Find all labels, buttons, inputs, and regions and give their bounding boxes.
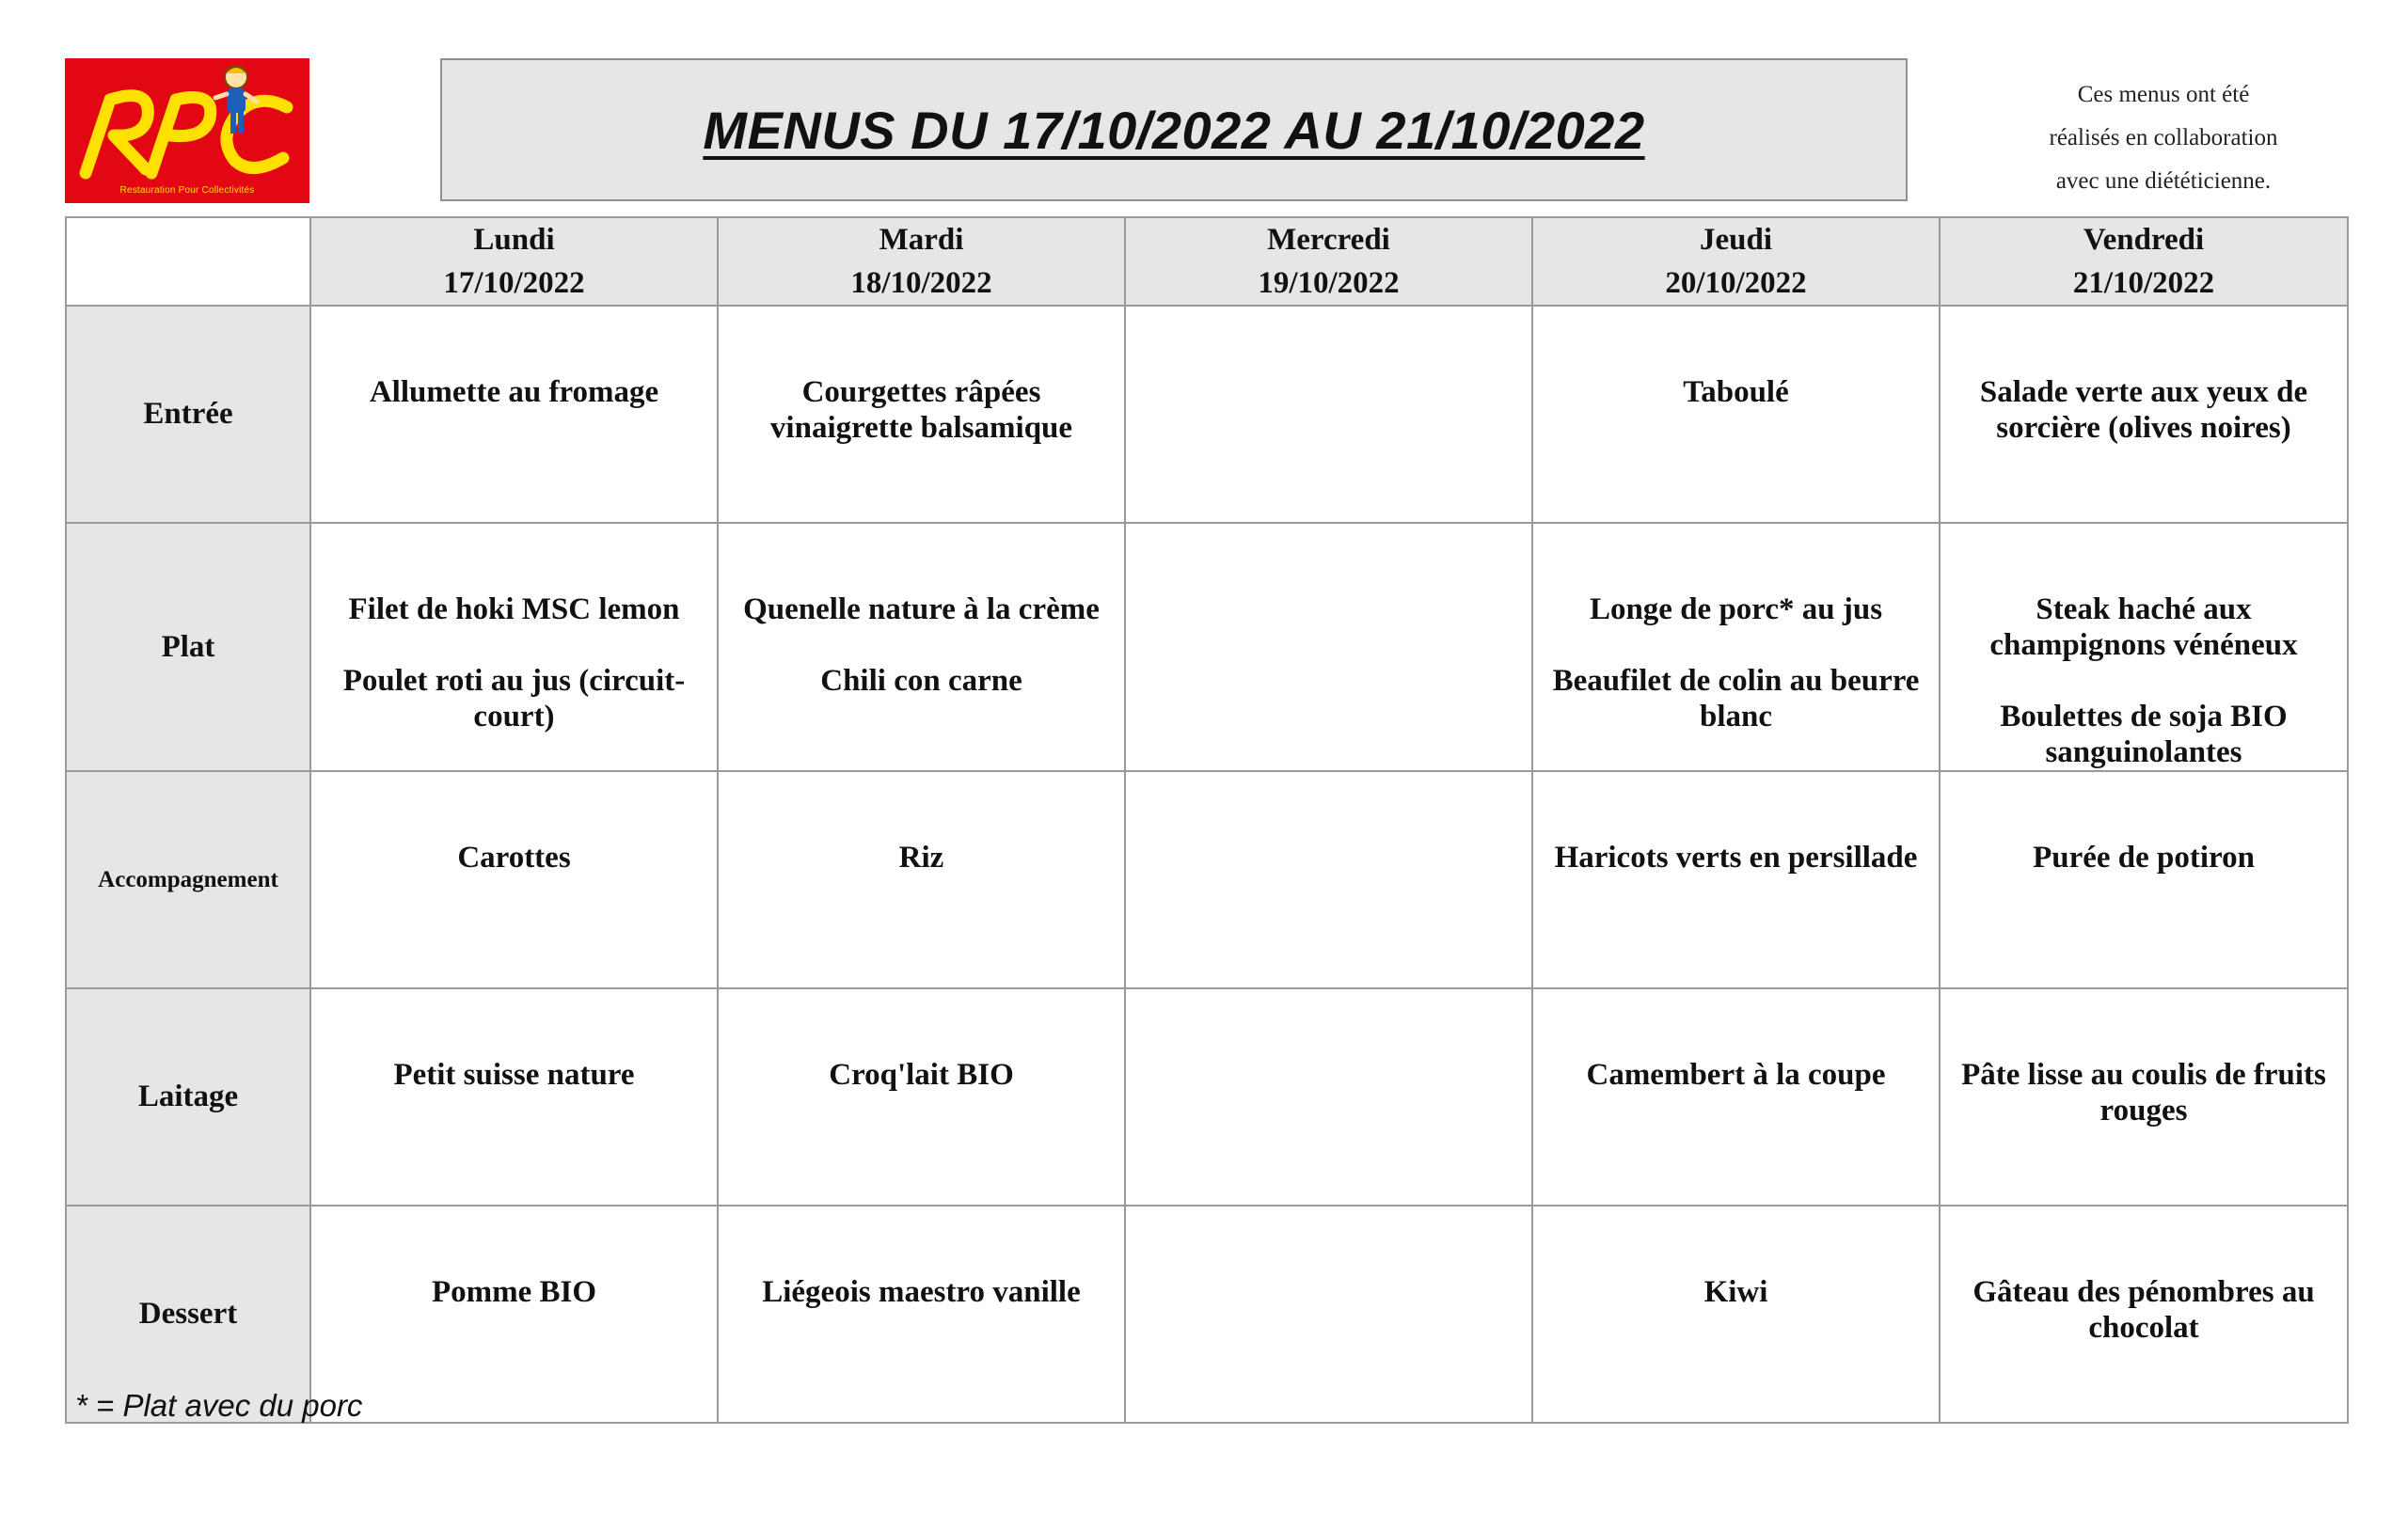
- dish: Courgettes râpées vinaigrette balsamique: [769, 375, 1073, 445]
- dish-alternative: Beaufilet de colin au beurre blanc: [1552, 664, 1920, 733]
- dish: Kiwi: [1703, 1275, 1768, 1309]
- dish: Camembert à la coupe: [1586, 1058, 1886, 1092]
- dish: Salade verte aux yeux de sorcière (olives noires): [1979, 375, 2308, 445]
- dish: Haricots verts en persillade: [1554, 841, 1918, 875]
- menu-table: [65, 216, 2349, 1424]
- dish: Allumette au fromage: [369, 375, 659, 409]
- dish-spacer: [1543, 627, 1929, 663]
- menu-row-accompagnement: [66, 771, 2348, 988]
- menu-cell: [1125, 306, 1532, 523]
- menu-cell: [1532, 988, 1940, 1206]
- dish: Longe de porc* au jus: [1589, 592, 1883, 626]
- day-date: 21/10/2022: [2072, 266, 2215, 300]
- menu-cell: [1940, 306, 2348, 523]
- day-header-tuesday: [718, 217, 1125, 306]
- row-label-entree: Entrée: [66, 306, 310, 523]
- dish: Pomme BIO: [431, 1275, 597, 1309]
- day-date: 17/10/2022: [443, 266, 585, 300]
- menu-cell: [718, 988, 1125, 1206]
- menu-cell: [1532, 1206, 1940, 1423]
- dish: Carottes: [457, 841, 571, 875]
- row-label-laitage: Laitage: [66, 988, 310, 1206]
- menu-cell: [310, 1206, 718, 1423]
- menu-cell: [1125, 1206, 1532, 1423]
- menu-row-plat: [66, 523, 2348, 771]
- menu-row-dessert: [66, 1206, 2348, 1423]
- day-header-thursday: [1532, 217, 1940, 306]
- dish-alternative: Boulettes de soja BIO sanguinolantes: [2000, 700, 2288, 769]
- cook-figure: [215, 66, 257, 134]
- menu-cell: [1125, 988, 1532, 1206]
- dish: Taboulé: [1683, 375, 1789, 409]
- dish-alternative: Chili con carne: [820, 664, 1022, 698]
- day-date: 18/10/2022: [850, 266, 992, 300]
- menu-cell: [1125, 523, 1532, 771]
- dish-alternative: Poulet roti au jus (circuit-court): [342, 664, 686, 733]
- page-title: MENUS DU 17/10/2022 AU 21/10/2022: [703, 100, 1645, 160]
- menu-cell: [1940, 771, 2348, 988]
- row-label-accompagnement: Accompagnement: [66, 771, 310, 988]
- menu-cell: [1940, 988, 2348, 1206]
- day-header-monday: [310, 217, 718, 306]
- rpc-logo: [65, 58, 309, 203]
- menu-cell: [1940, 1206, 2348, 1423]
- dish: Pâte lisse au coulis de fruits rouges: [1961, 1058, 2326, 1128]
- corner-cell: [66, 217, 310, 306]
- menu-cell: [718, 771, 1125, 988]
- day-name: Lundi: [473, 223, 555, 257]
- menu-cell: [1125, 771, 1532, 988]
- logo-caption: Restauration Pour Collectivités: [119, 185, 255, 196]
- menu-cell: [310, 988, 718, 1206]
- menu-cell: [718, 523, 1125, 771]
- dish-spacer: [1950, 663, 2337, 699]
- menu-cell: [718, 1206, 1125, 1423]
- dish-spacer: [321, 627, 707, 663]
- dish: Croq'lait BIO: [829, 1058, 1014, 1092]
- menu-cell: [1532, 306, 1940, 523]
- row-label-plat: Plat: [66, 523, 310, 771]
- day-name: Vendredi: [2083, 223, 2205, 257]
- dietitian-note: [1966, 73, 2361, 203]
- dish: Riz: [898, 841, 944, 875]
- menu-cell: [310, 306, 718, 523]
- day-header-row: [66, 217, 2348, 306]
- day-name: Mercredi: [1267, 223, 1390, 257]
- menu-cell: [1532, 771, 1940, 988]
- note-line-3: avec une diététicienne.: [2055, 168, 2272, 194]
- menu-cell: [718, 306, 1125, 523]
- menu-row-entree: [66, 306, 2348, 523]
- row-label-dessert: Dessert: [66, 1206, 310, 1423]
- day-name: Jeudi: [1699, 223, 1773, 257]
- dish-spacer: [728, 627, 1115, 663]
- dish: Filet de hoki MSC lemon: [348, 592, 680, 626]
- dish: Steak haché aux champignons vénéneux: [1989, 592, 2298, 662]
- day-header-wednesday: [1125, 217, 1532, 306]
- note-line-2: réalisés en collaboration: [2049, 125, 2278, 150]
- menu-cell: [310, 523, 718, 771]
- menu-cell: [1532, 523, 1940, 771]
- dish: Quenelle nature à la crème: [743, 592, 1100, 626]
- dish: Liégeois maestro vanille: [762, 1275, 1081, 1309]
- day-name: Mardi: [879, 223, 964, 257]
- menu-cell: [1940, 523, 2348, 771]
- title-box: [440, 58, 1908, 201]
- day-date: 20/10/2022: [1665, 266, 1807, 300]
- day-date: 19/10/2022: [1258, 266, 1400, 300]
- pork-footnote: * = Plat avec du porc: [75, 1388, 363, 1423]
- day-header-friday: [1940, 217, 2348, 306]
- rpc-logo-mark: [65, 58, 309, 203]
- dish: Gâteau des pénombres au chocolat: [1972, 1275, 2315, 1345]
- dish: Petit suisse nature: [393, 1058, 635, 1092]
- menu-cell: [310, 771, 718, 988]
- menu-row-laitage: [66, 988, 2348, 1206]
- note-line-1: Ces menus ont été: [2077, 82, 2250, 107]
- dish: Purée de potiron: [2033, 841, 2255, 875]
